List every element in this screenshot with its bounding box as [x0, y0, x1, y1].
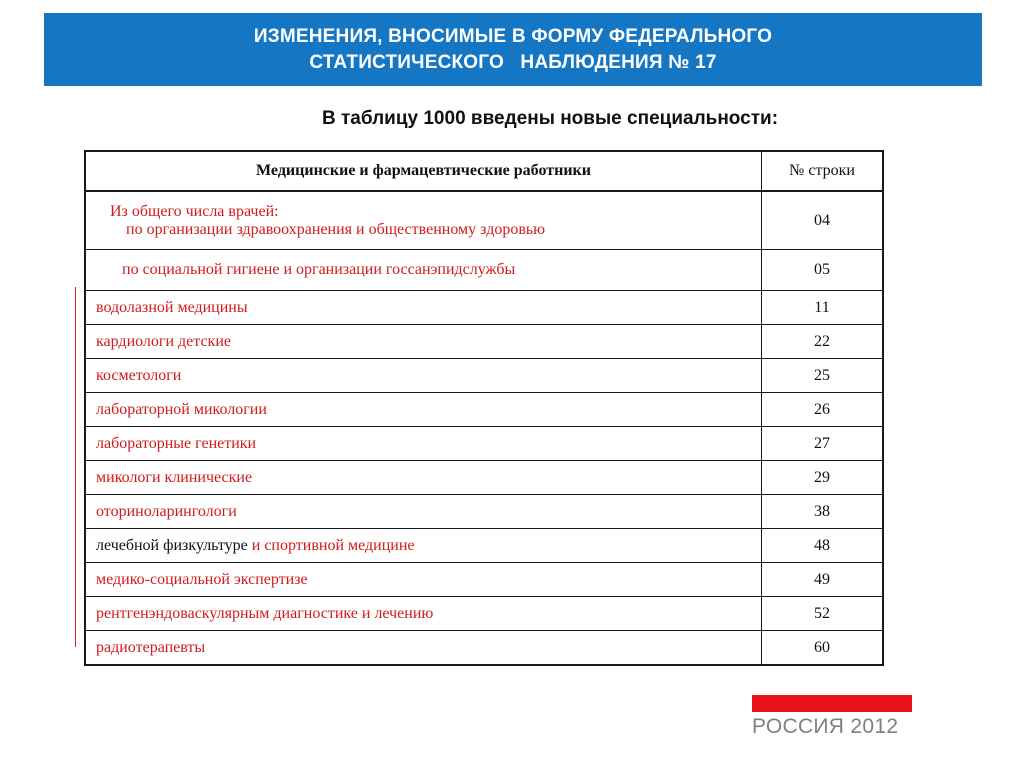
header-number-cell: № строки: [762, 151, 884, 191]
banner-title-line-1: ИЗМЕНЕНИЯ, ВНОСИМЫЕ В ФОРМУ ФЕДЕРАЛЬНОГО: [253, 25, 773, 47]
row-number-cell: 49: [762, 563, 884, 597]
table-row: [85, 393, 883, 427]
side-accent-line: [75, 287, 76, 647]
row-number-cell: 05: [762, 250, 884, 291]
table-row: [85, 250, 883, 291]
banner-title-line-2: СТАТИСТИЧЕСКОГО НАБЛЮДЕНИЯ № 17: [309, 51, 717, 73]
row-name-cell: кардиологи детские: [85, 325, 762, 359]
row-name-cell: [85, 191, 762, 250]
row-name-line-1: Из общего числа врачей:: [110, 202, 279, 220]
row-number-cell: 25: [762, 359, 884, 393]
table-header-row: [85, 151, 883, 191]
table-row: [85, 631, 883, 666]
row-name-cell: медико-социальной экспертизе: [85, 563, 762, 597]
table-row: [85, 291, 883, 325]
table-row: [85, 325, 883, 359]
row-name-cell: микологи клинические: [85, 461, 762, 495]
subtitle: В таблицу 1000 введены новые специальности:: [321, 108, 779, 129]
row-name-black-part: лечебной физкультуре: [96, 536, 248, 554]
specialties-table: [84, 150, 884, 666]
row-name-cell: лабораторные генетики: [85, 427, 762, 461]
row-name-cell: оториноларингологи: [85, 495, 762, 529]
row-name-cell: [85, 529, 762, 563]
row-name-cell: водолазной медицины: [85, 291, 762, 325]
row-number-cell: 22: [762, 325, 884, 359]
row-number-cell: 04: [762, 191, 884, 250]
row-name-red-part: и спортивной медицине: [247, 536, 415, 554]
row-name-text: по социальной гигиене и организации госсанэпидслужбы: [122, 261, 516, 278]
table-row: [85, 529, 883, 563]
row-name-line-2: по организации здравоохранения и общественному здоровью: [126, 220, 546, 238]
table-row: [85, 427, 883, 461]
row-number-cell: 29: [762, 461, 884, 495]
table-row: [85, 359, 883, 393]
row-number-cell: 48: [762, 529, 884, 563]
footer-caption: РОССИЯ 2012: [752, 715, 899, 738]
row-number-cell: 60: [762, 631, 884, 666]
row-number-cell: 11: [762, 291, 884, 325]
table-row: [85, 563, 883, 597]
row-number-cell: 38: [762, 495, 884, 529]
table-row: [85, 461, 883, 495]
row-number-cell: 52: [762, 597, 884, 631]
row-name-cell: лабораторной микологии: [85, 393, 762, 427]
table-row: [85, 191, 883, 250]
table-row: [85, 597, 883, 631]
footer-red-bar: [752, 695, 912, 712]
row-name-cell: рентгенэндоваскулярным диагностике и лечению: [85, 597, 762, 631]
row-name-cell: [85, 250, 762, 291]
row-name-cell: радиотерапевты: [85, 631, 762, 666]
header-name-cell: Медицинские и фармацевтические работники: [85, 151, 762, 191]
table-row: [85, 495, 883, 529]
title-banner: [44, 13, 982, 86]
row-number-cell: 26: [762, 393, 884, 427]
row-number-cell: 27: [762, 427, 884, 461]
row-name-cell: косметологи: [85, 359, 762, 393]
